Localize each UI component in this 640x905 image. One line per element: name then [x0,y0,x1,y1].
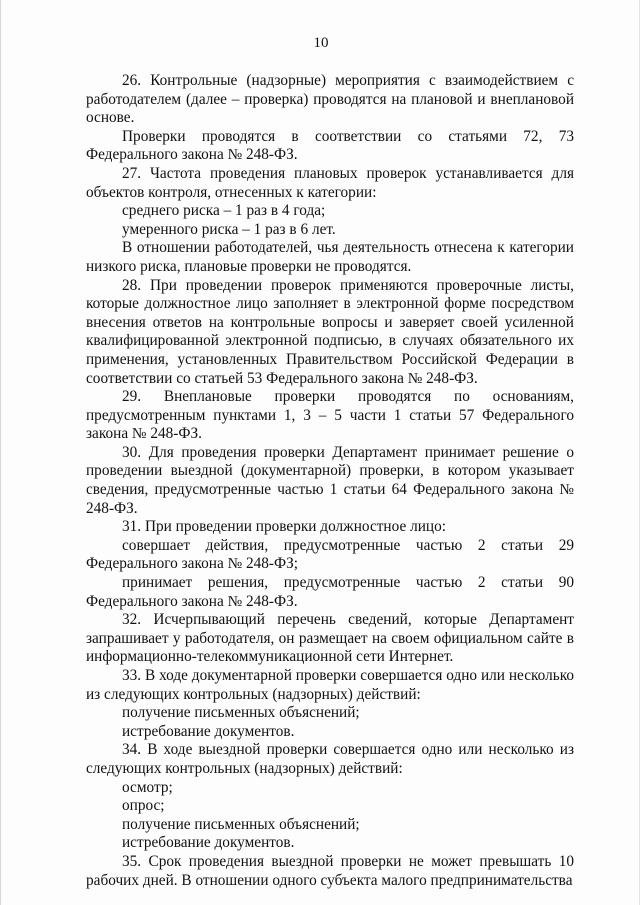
paragraph: 29. Внеплановые проверки проводятся по основаниям, предусмотренным пунктами 1, 3 – 5 части 1 статьи 57 Федерального закона № 248-ФЗ. [86,388,574,443]
list-item: среднего риска – 1 раз в 4 года; [122,202,326,220]
list-item: принимает решения, предусмотренные частью 2 статьи 90 Федерального закона № 248-ФЗ. [86,574,574,610]
paragraph: 30. Для проведения проверки Департамент принимает решение о проведении выездной (документарной) проверки, в котором указывает сведения, предусмотренные частью 1 статьи 64 Федерального закона № 248-ФЗ. [86,443,574,517]
paragraph: 35. Срок проведения выездной проверки не может превышать 10 рабочих дней. В отношении одного субъекта малого предпринимательства [86,852,574,889]
list-item: истребование документов. [122,722,295,740]
paragraph: 28. При проведении проверок применяются проверочные листы, которые должностное лицо заполняет в электронной форме посредством внесения ответов на контрольные вопросы и заверяет своей усиленной квалифицированной электронной подписью, в случаях обязательного их применения, установленных Правительством Российской Федерации в соответствии со статьей 53 Федерального закона № 248-ФЗ. [86,276,574,387]
list-item: истребование документов. [122,834,295,852]
paragraph: 27. Частота проведения плановых проверок устанавливается для объектов контроля, отнесенных к категории: [86,164,574,201]
list-item: совершает действия, предусмотренные частью 2 статьи 29 Федерального закона № 248-ФЗ; [86,536,574,573]
paragraph: 33. В ходе документарной проверки совершается одно или несколько из следующих контрольных (надзорных) действий: [86,667,574,703]
paragraph: Проверки проводятся в соответствии со статьями 72, 73 Федерального закона № 248-ФЗ. [86,127,574,164]
list-item: получение письменных объяснений; [122,704,360,722]
paragraph: 32. Исчерпывающий перечень сведений, которые Департамент запрашивает у работодателя, он размещает на своем официальном сайте в информационно-телекоммуникационной сети Интернет. [86,611,574,666]
paragraph: 34. В ходе выездной проверки совершается одно или несколько из следующих контрольных (надзорных) действий: [86,741,574,777]
paragraph: В отношении работодателей, чья деятельность отнесена к категории низкого риска, плановые проверки не проводятся. [86,239,574,275]
paragraph: 31. При проведении проверки должностное лицо: [122,518,446,536]
page-number: 10 [313,35,329,51]
list-item: получение письменных объяснений; [122,815,360,833]
document-body [86,72,574,890]
list-item: умеренного риска – 1 раз в 6 лет. [122,220,336,238]
paragraph: 26. Контрольные (надзорные) мероприятия с взаимодействием с работодателем (далее – проверка) проводятся на плановой и внеплановой основе. [86,72,574,127]
list-item: осмотр; [122,778,173,796]
list-item: опрос; [122,797,165,815]
